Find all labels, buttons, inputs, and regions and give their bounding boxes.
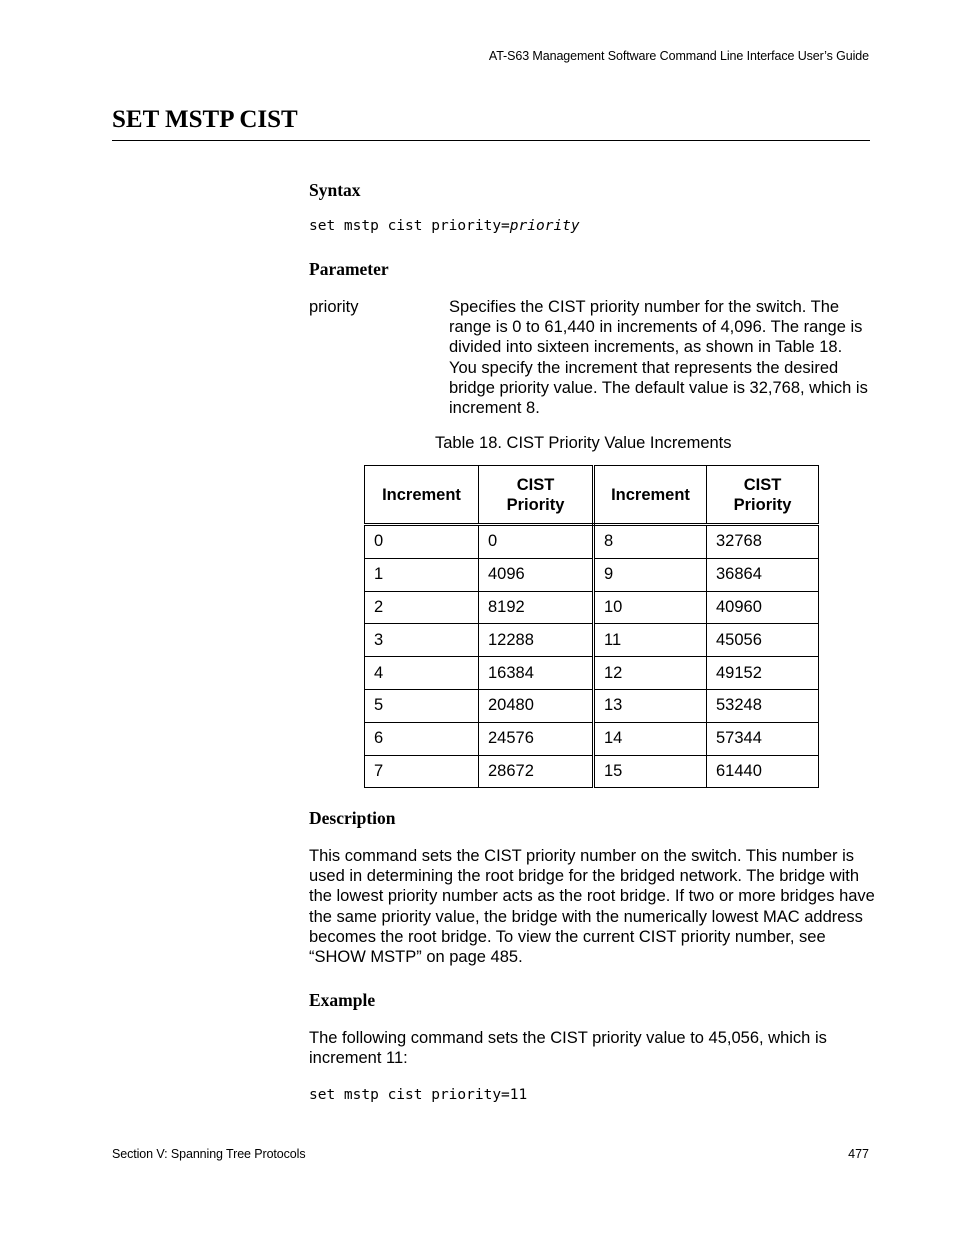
example-text: The following command sets the CIST priority value to 45,056, which is increment 11: — [309, 1029, 827, 1068]
syntax-heading: Syntax — [309, 180, 361, 200]
table-row — [365, 558, 819, 591]
table-caption: Table 18. CIST Priority Value Increments — [435, 434, 732, 452]
table-header-row — [365, 466, 819, 525]
table-cell: 61440 — [707, 755, 819, 788]
table-cell: 10 — [594, 591, 707, 624]
table-cell: 6 — [365, 722, 479, 755]
table-row — [365, 689, 819, 722]
header-cist-priority-text: CIST Priority — [506, 475, 565, 514]
description-heading: Description — [309, 808, 396, 828]
example-heading: Example — [309, 990, 376, 1010]
footer-section: Section V: Spanning Tree Protocols — [112, 1147, 306, 1161]
table-cell: 14 — [594, 722, 707, 755]
table-cell: 8192 — [479, 591, 594, 624]
table-cell: 3 — [365, 624, 479, 657]
table-row — [365, 591, 819, 624]
parameter-description: Specifies the CIST priority number for the switch. The range is 0 to 61,440 in increments of 4,096. The range is divided into sixteen increments, as shown in Table 18. You specify the increment that represents the desired bridge priority value. The default value is 32,768, which is increment 8. — [449, 298, 868, 418]
table-cell: 12 — [594, 657, 707, 690]
table-cell: 8 — [594, 525, 707, 559]
syntax-argument: priority — [509, 218, 580, 234]
table-cell: 12288 — [479, 624, 594, 657]
priority-table — [364, 465, 819, 788]
running-header: AT-S63 Management Software Command Line Interface User’s Guide — [488, 49, 869, 63]
table-cell: 4 — [365, 657, 479, 690]
description-text: This command sets the CIST priority number on the switch. This number is used in determining the root bridge for the bridged network. The bridge with the lowest priority number acts as the root bridge. If two or more bridges have the same priority value, the bridge with the numerically lowest MAC address becomes the root bridge. To view the current CIST priority number, see “SHOW MSTP” on page 485. — [309, 847, 875, 967]
title-rule — [112, 140, 870, 141]
table-row — [365, 624, 819, 657]
table-cell: 40960 — [707, 591, 819, 624]
table-cell: 53248 — [707, 689, 819, 722]
table-row — [365, 755, 819, 788]
table-cell: 16384 — [479, 657, 594, 690]
table-row — [365, 525, 819, 559]
table-cell: 49152 — [707, 657, 819, 690]
page-number: 477 — [848, 1147, 869, 1161]
parameter-heading: Parameter — [309, 259, 389, 279]
table-row — [365, 722, 819, 755]
table-cell: 57344 — [707, 722, 819, 755]
table-cell: 4096 — [479, 558, 594, 591]
syntax-command-text: set mstp cist priority= — [309, 218, 510, 234]
table-cell: 24576 — [479, 722, 594, 755]
table-cell: 9 — [594, 558, 707, 591]
table-cell: 7 — [365, 755, 479, 788]
parameter-name: priority — [309, 298, 359, 316]
header-cist-priority — [707, 466, 819, 525]
header-cist-priority-text: CIST Priority — [733, 475, 792, 514]
table-row — [365, 657, 819, 690]
table-cell: 15 — [594, 755, 707, 788]
page-title: SET MSTP CIST — [112, 106, 298, 133]
table-cell: 0 — [479, 525, 594, 559]
table-cell: 13 — [594, 689, 707, 722]
example-command: set mstp cist priority=11 — [309, 1087, 528, 1103]
table-cell: 1 — [365, 558, 479, 591]
table-cell: 28672 — [479, 755, 594, 788]
header-increment: Increment — [594, 466, 707, 525]
table-cell: 2 — [365, 591, 479, 624]
table-cell: 11 — [594, 624, 707, 657]
table-cell: 5 — [365, 689, 479, 722]
header-cist-priority — [479, 466, 594, 525]
table-cell: 45056 — [707, 624, 819, 657]
syntax-command — [309, 218, 580, 234]
table-cell: 36864 — [707, 558, 819, 591]
table-cell: 32768 — [707, 525, 819, 559]
table-cell: 20480 — [479, 689, 594, 722]
table-cell: 0 — [365, 525, 479, 559]
header-increment: Increment — [365, 466, 479, 525]
